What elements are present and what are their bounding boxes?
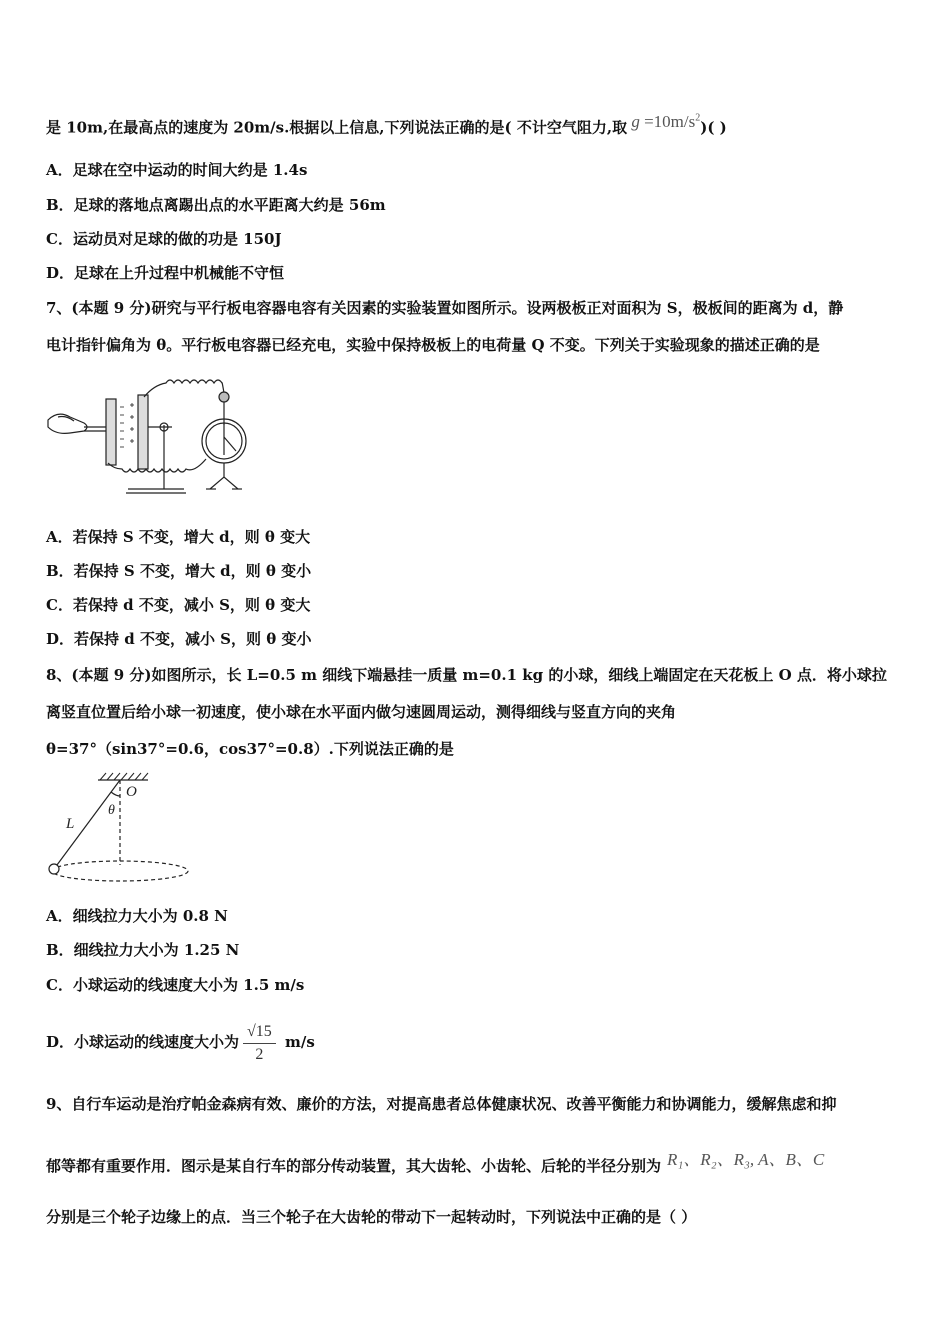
q6-option-c: C．运动员对足球的做的功是 150J	[46, 230, 282, 248]
q8-option-d-text: D．小球运动的线速度大小为	[46, 1033, 240, 1051]
q8-option-d	[46, 1020, 315, 1064]
q8-option-b: B．细线拉力大小为 1.25 N	[46, 941, 240, 959]
q6-option-d: D．足球在上升过程中机械能不守恒	[46, 264, 285, 282]
q8-stem-line1: 8、(本题 9 分)如图所示，长 L=0.5 m 细线下端悬挂一质量 m=0.1 kg 的小球，细线上端固定在天花板上 O 点．将小球拉	[46, 666, 887, 684]
conical-pendulum-figure	[44, 770, 194, 885]
q9-stem-line1: 9、自行车运动是治疗帕金森病有效、廉价的方法，对提高患者总体健康状况、改善平衡能力和协调能力，缓解焦虑和抑	[46, 1095, 837, 1113]
q6-stem-tail: )( )	[700, 118, 727, 137]
q7-stem-line2: 电计指针偏角为 θ。平行板电容器已经充电，实验中保持极板上的电荷量 Q 不变。下列关于实验现象的描述正确的是	[46, 336, 820, 354]
q9-stem-line2-text: 郁等都有重要作用．图示是某自行车的部分传动装置，其大齿轮、小齿轮、后轮的半径分别为	[46, 1157, 662, 1175]
q7-option-d: D．若保持 d 不变，减小 S，则 θ 变小	[46, 630, 312, 648]
capacitor-apparatus-figure	[44, 365, 254, 503]
fig-label-theta: θ	[108, 803, 115, 818]
fig-label-l: L	[66, 816, 75, 832]
q6-option-a: A．足球在空中运动的时间大约是 1.4s	[46, 161, 308, 179]
q9-stem-line3: 分别是三个轮子边缘上的点．当三个轮子在大齿轮的带动下一起转动时，下列说法中正确的是（ ）	[46, 1208, 697, 1226]
q7-option-a: A．若保持 S 不变，增大 d，则 θ 变大	[46, 528, 311, 546]
q6-option-b: B．足球的落地点离踢出点的水平距离大约是 56m	[46, 196, 386, 214]
q8-stem-line2: 离竖直位置后给小球一初速度，使小球在水平面内做匀速圆周运动，测得细线与竖直方向的夹角	[46, 703, 677, 721]
q8-option-d-unit: m/s	[285, 1033, 315, 1051]
q8-option-c: C．小球运动的线速度大小为 1.5 m/s	[46, 976, 305, 994]
q7-stem-line1: 7、(本题 9 分)研究与平行板电容器电容有关因素的实验装置如图所示。设两极板正对面积为 S，极板间的距离为 d，静	[46, 299, 844, 317]
fig-label-o: O	[126, 784, 137, 800]
q7-option-b: B．若保持 S 不变，增大 d，则 θ 变小	[46, 562, 312, 580]
q8-option-a: A．细线拉力大小为 0.8 N	[46, 907, 228, 925]
q8-stem-line3: θ=37°（sin37°=0.6，cos37°=0.8）.下列说法正确的是	[46, 740, 454, 758]
q8-option-d-fraction: $\frac{√15}{2}$	[243, 1022, 276, 1064]
q6-stem	[46, 111, 727, 138]
q9-stem-line2	[46, 1150, 825, 1176]
q9-radii-math: R₁、R₂、R₃, A、B、C	[667, 1150, 825, 1169]
q7-option-c: C．若保持 d 不变，减小 S，则 θ 变大	[46, 596, 311, 614]
q6-gravity: $g =10m/s^2$	[631, 111, 701, 131]
q6-stem-text: 是 10m,在最高点的速度为 20m/s.根据以上信息,下列说法正确的是( 不计空气阻力,取	[46, 118, 628, 137]
